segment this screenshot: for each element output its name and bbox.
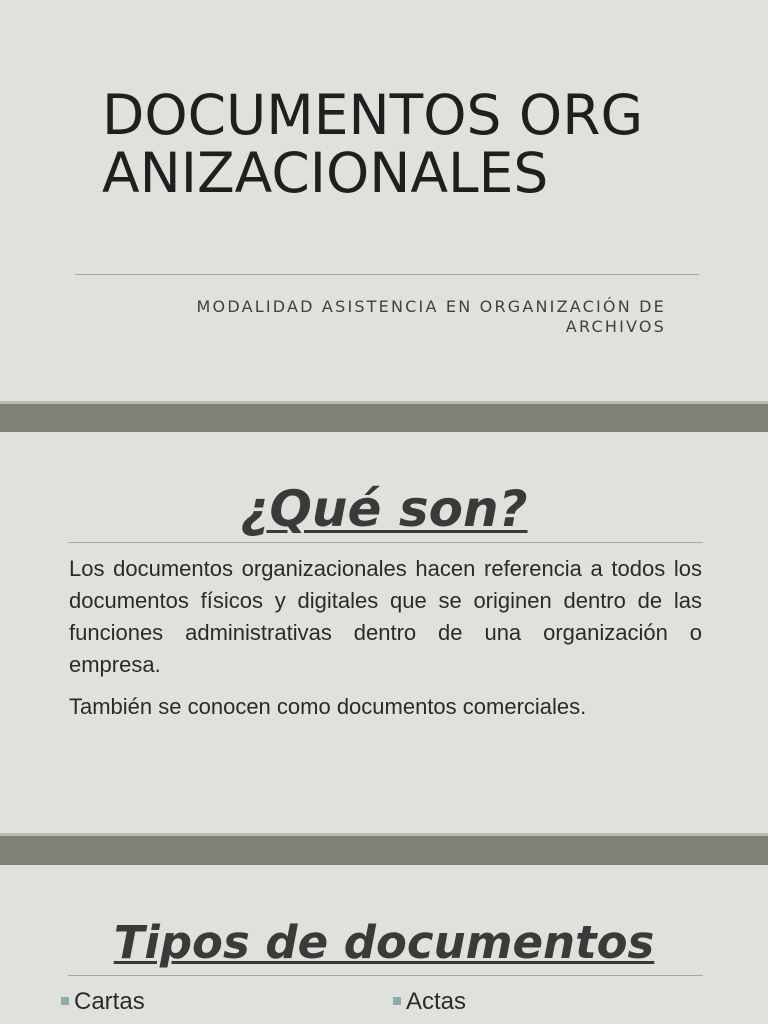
- heading-divider-line: [68, 542, 703, 543]
- slide-separator: [0, 401, 768, 432]
- title-divider-line: [75, 274, 699, 275]
- list-item-label: Cartas: [74, 988, 145, 1015]
- definition-heading: ¿Qué son?: [240, 480, 528, 538]
- definition-paragraph: También se conocen como documentos comerciales.: [69, 694, 587, 719]
- list-item: [393, 985, 466, 1019]
- heading-divider-line: [68, 975, 703, 976]
- list-item: [61, 985, 145, 1019]
- separator-highlight: [0, 401, 768, 404]
- list-item-label: Actas: [406, 988, 467, 1015]
- slide-title-heading: DOCUMENTOS ORGANIZACIONALES: [102, 83, 644, 205]
- square-bullet-icon: [393, 997, 401, 1005]
- slide-subtitle: MODALIDAD ASISTENCIA EN ORGANIZACIÓN DE ARCHIVOS: [196, 297, 666, 336]
- definition-body: [69, 553, 702, 733]
- slide-separator: [0, 833, 768, 865]
- types-heading: Tipos de documentos: [113, 916, 655, 969]
- definition-paragraph: Los documentos organizacionales hacen referencia a todos los documentos físicos y digitales que se originen dentro de las funciones administrativas dentro de una organización o empresa.: [69, 556, 702, 677]
- square-bullet-icon: [61, 997, 69, 1005]
- separator-highlight: [0, 833, 768, 836]
